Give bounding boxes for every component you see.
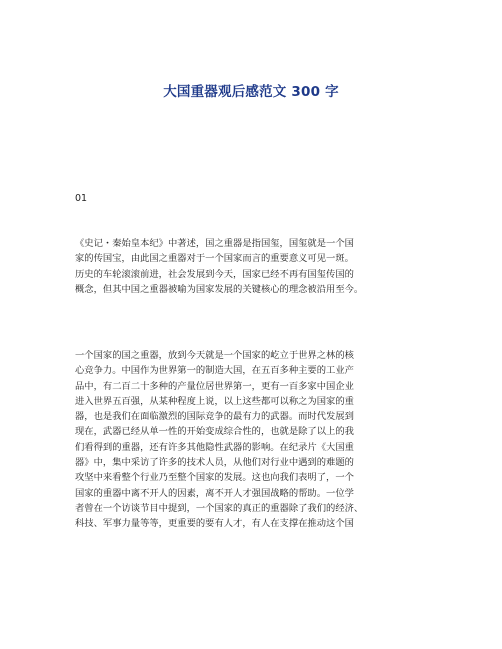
paragraph-line: 器》中，集中采访了许多的技术人员，从他们对行业中遇到的难题的 bbox=[75, 457, 354, 469]
paragraph-1 bbox=[75, 236, 440, 297]
paragraph-line: 家的传国宝，由此国之重器对于一个国家而言的重要意义可见一斑。 bbox=[75, 253, 354, 265]
section-number: 01 bbox=[75, 193, 88, 204]
paragraph-line: 现在，武器已经从单一性的开始变成综合性的，也就是除了以上的我 bbox=[75, 426, 354, 438]
paragraph-line: 概念，但其中国之重器被喻为国家发展的关键核心的理念被沿用至今。 bbox=[75, 283, 364, 295]
paragraph-line: 们看得到的重器，还有许多其他隐性武器的影响。在纪录片《大国重 bbox=[75, 441, 354, 453]
paragraph-line: 国家的重器中离不开人的因素，离不开人才强国战略的帮助。一位学 bbox=[75, 487, 354, 499]
paragraph-line: 品中，有二百二十多种的产量位居世界第一，更有一百多家中国企业 bbox=[75, 380, 354, 392]
paragraph-line: 器，也是我们在面临激烈的国际竞争的最有力的武器。而时代发展到 bbox=[75, 411, 354, 423]
paragraph-line: 进入世界五百强，从某种程度上说，以上这些都可以称之为国家的重 bbox=[75, 395, 354, 407]
document-title: 大国重器观后感范文 300 字 bbox=[163, 84, 339, 100]
paragraph-line: 历史的车轮滚滚前进，社会发展到今天，国家已经不再有国玺传国的 bbox=[75, 268, 354, 280]
paragraph-line: 者曾在一个访谈节目中提到，一个国家的真正的重器除了我们的经济、 bbox=[75, 502, 364, 514]
paragraph-line: 《史记・秦始皇本纪》中著述，国之重器是指国玺，国玺就是一个国 bbox=[75, 238, 354, 249]
paragraph-2 bbox=[75, 348, 440, 532]
paragraph-line: 心竞争力。中国作为世界第一的制造大国，在五百多种主要的工业产 bbox=[75, 365, 354, 377]
paragraph-line: 科技、军事力量等等，更重要的要有人才，有人在支撑在推动这个国 bbox=[75, 518, 354, 530]
paragraph-line: 攻坚中来看整个行业乃至整个国家的发展。这也向我们表明了，一个 bbox=[75, 472, 354, 484]
paragraph-line: 一个国家的国之重器，放到今天就是一个国家的屹立于世界之林的核 bbox=[75, 350, 354, 361]
